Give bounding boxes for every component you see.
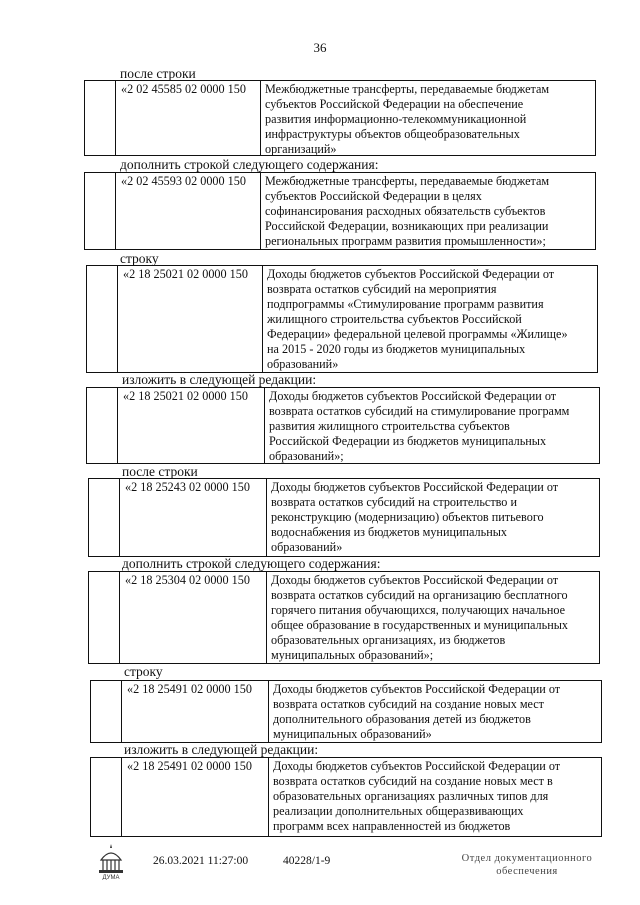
logo-text: ДУМА <box>102 875 120 880</box>
department-stamp: Отдел документационного обеспечения <box>461 853 593 877</box>
description-cell: Доходы бюджетов субъектов Российской Федерации от возврата остатков субсидий на строительство и реконструкцию (модернизацию) объектов питьевого водоснабжения из бюджетов муниципальных образований» <box>271 480 559 554</box>
description-cell: Доходы бюджетов субъектов Российской Федерации от возврата остатков субсидий на создание новых мест дополнительного образования детей из бюджетов муниципальных образований» <box>273 682 561 741</box>
table-row <box>88 571 600 664</box>
instruction-label: дополнить строкой следующего содержания: <box>122 556 381 571</box>
instruction-label: после строки <box>120 66 196 81</box>
code-cell: «2 18 25491 02 0000 150 <box>122 681 269 742</box>
description-cell: Доходы бюджетов субъектов Российской Федерации от возврата остатков субсидий на стимулирование программ развития жилищного строительства субъектов Российской Федерации из бюджетов муниципальных образований»; <box>269 389 570 463</box>
description-cell: Доходы бюджетов субъектов Российской Федерации от возврата остатков субсидий на мероприятия подпрограммы «Стимулирование программ развития жилищного строительства субъектов Российской Федерации» федеральной целевой программы «Жилище» на 2015 - 2020 годы из бюджетов муниципальных образований» <box>267 267 568 371</box>
code-cell: «2 02 45585 02 0000 150 <box>116 81 261 155</box>
footer-doc-number: 40228/1-9 <box>283 855 331 867</box>
code-cell: «2 18 25021 02 0000 150 <box>118 388 265 463</box>
footer-datetime: 26.03.2021 11:27:00 <box>153 855 249 867</box>
code-cell: «2 18 25491 02 0000 150 <box>122 758 269 836</box>
table-row <box>90 680 602 743</box>
description-cell: Межбюджетные трансферты, передаваемые бюджетам субъектов Российской Федерации на обеспечение развития информационно-телекоммуникационной инфраструктуры объектов общеобразовательных организаций» <box>265 82 550 156</box>
table-row <box>84 80 596 156</box>
code-cell: «2 18 25243 02 0000 150 <box>120 479 267 556</box>
description-cell: Доходы бюджетов субъектов Российской Федерации от возврата остатков субсидий на организацию бесплатного горячего питания обучающихся, получающих начальное общее образование в государственных и муниципальных образовательных организациях, из бюджетов муниципальных образований»; <box>271 573 569 662</box>
code-cell: «2 18 25021 02 0000 150 <box>118 266 263 372</box>
page-number: 36 <box>313 40 327 55</box>
description-cell: Доходы бюджетов субъектов Российской Федерации от возврата остатков субсидий на создание новых мест в образовательных организациях различных типов для реализации дополнительных общеразвивающих программ всех направленностей из бюджетов <box>273 759 561 833</box>
duma-logo-icon <box>95 840 127 880</box>
table-row <box>86 387 600 464</box>
instruction-label: строку <box>120 251 159 266</box>
instruction-label: изложить в следующей редакции: <box>122 372 317 387</box>
instruction-label: строку <box>124 664 163 679</box>
table-row <box>86 265 598 373</box>
table-row <box>88 478 600 557</box>
description-cell: Межбюджетные трансферты, передаваемые бюджетам субъектов Российской Федерации в целях софинансирования расходных обязательств субъектов Российской Федерации, возникающих при реализации региональных программ развития промышленности»; <box>265 174 550 248</box>
code-cell: «2 02 45593 02 0000 150 <box>116 173 261 249</box>
table-row <box>90 757 602 837</box>
table-row <box>84 172 596 250</box>
instruction-label: дополнить строкой следующего содержания: <box>120 157 379 172</box>
code-cell: «2 18 25304 02 0000 150 <box>120 572 267 663</box>
instruction-label: изложить в следующей редакции: <box>124 742 319 757</box>
instruction-label: после строки <box>122 464 198 479</box>
